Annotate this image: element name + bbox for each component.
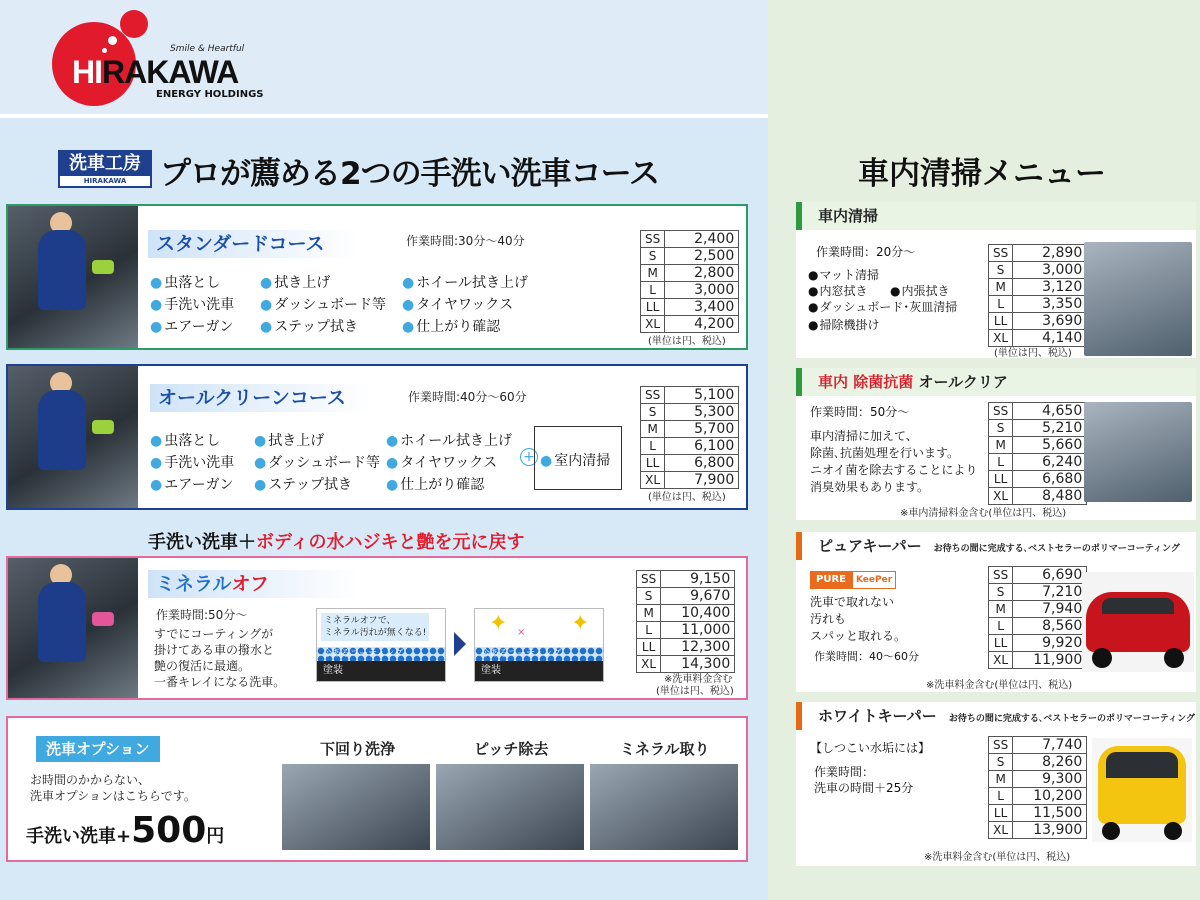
price-cell: 6,800: [665, 455, 739, 472]
mineral-tagline-b: ボディの水ハジキと艶を元に戻す: [256, 532, 525, 553]
mineral-desc: 艶の復活に最適。: [154, 659, 251, 673]
size-cell: XL: [989, 330, 1013, 347]
white-subtitle: お待ちの間に完成する､ベストセラーのポリマーコーティング: [948, 714, 1195, 724]
price-cell: 11,900: [1013, 652, 1087, 669]
price-cell: 5,210: [1013, 420, 1087, 437]
allclean-note: (単位は円、税込): [648, 492, 726, 503]
sparkle-icon: ✦: [571, 611, 590, 636]
standard-feature: ● ダッシュボード等: [260, 294, 386, 314]
options-desc: お時間のかからない、: [30, 773, 151, 787]
allclean-time: 作業時間:40分～60分: [408, 390, 527, 404]
pure-title-text: ピュアキーパー: [818, 537, 922, 555]
size-cell: S: [989, 754, 1013, 771]
price-cell: 6,680: [1013, 471, 1087, 488]
price-cell: 3,000: [1013, 262, 1087, 279]
price-cell: 3,400: [665, 299, 739, 316]
mineral-tagline: [148, 528, 525, 554]
antibac-panel: [796, 368, 1196, 520]
price-cell: 9,150: [661, 571, 735, 588]
price-row: [641, 265, 739, 282]
paint-label: 塗装: [317, 661, 445, 681]
price-cell: 3,000: [665, 282, 739, 299]
header-divider: [0, 114, 768, 118]
coating-after-diagram: [474, 608, 604, 682]
price-row: [641, 472, 739, 489]
logo-wordmark: [72, 54, 238, 90]
price-row: [637, 639, 735, 656]
antibac-price-table: [988, 402, 1087, 505]
price-cell: 2,890: [1013, 245, 1087, 262]
mineral-desc: 掛けてある車の撥水と: [154, 643, 275, 657]
antibac-desc: ニオイ菌を除去することにより: [810, 463, 978, 477]
price-cell: 4,650: [1013, 403, 1087, 420]
size-cell: S: [989, 262, 1013, 279]
allclean-feature: ● ダッシュボード等: [254, 452, 380, 472]
price-cell: 4,140: [1013, 330, 1087, 347]
price-cell: 6,100: [665, 438, 739, 455]
plus-icon: +: [520, 448, 538, 466]
standard-time: 作業時間:30分～40分: [406, 234, 525, 248]
price-cell: 5,660: [1013, 437, 1087, 454]
logo-subtitle: ENERGY HOLDINGS: [156, 89, 264, 100]
price-row: [989, 754, 1087, 771]
price-cell: 9,920: [1013, 635, 1087, 652]
size-cell: M: [989, 437, 1013, 454]
yellow-car-photo: [1092, 738, 1192, 842]
mineral-desc: 一番キレイになる洗車。: [154, 675, 286, 689]
antibac-time: 作業時間：50分～: [810, 405, 910, 419]
standard-photo: [8, 206, 138, 348]
price-cell: 9,670: [661, 588, 735, 605]
size-cell: S: [637, 588, 661, 605]
price-row: [637, 571, 735, 588]
right-heading: 車内清掃メニュー: [858, 156, 1106, 192]
pure-price-table: [988, 566, 1087, 669]
option-label-pitch: ピッチ除去: [474, 740, 549, 758]
size-cell: S: [641, 404, 665, 421]
standard-course-panel: [6, 204, 748, 350]
logo-bubble-icon: [120, 10, 148, 38]
size-cell: SS: [641, 231, 665, 248]
mineral-time: 作業時間:50分～: [156, 608, 248, 622]
size-cell: S: [641, 248, 665, 265]
pure-time: 作業時間：40～60分: [814, 650, 919, 663]
logo-word-rest: RAKAWA: [102, 54, 239, 90]
pure-keeper-panel: [796, 532, 1196, 692]
price-row: [989, 296, 1087, 313]
paint-label: 塗装: [475, 661, 603, 681]
price-row: [989, 567, 1087, 584]
pure-note: ※洗車料金含む(単位は円、税込): [926, 680, 1073, 691]
white-keeper-panel: [796, 702, 1196, 866]
size-cell: L: [989, 454, 1013, 471]
allclean-price-table: [640, 386, 739, 489]
size-cell: LL: [641, 455, 665, 472]
price-row: [641, 299, 739, 316]
size-cell: XL: [641, 472, 665, 489]
antibac-photo: [1084, 402, 1192, 502]
size-cell: SS: [637, 571, 661, 588]
price-cell: 3,120: [1013, 279, 1087, 296]
price-row: [989, 262, 1087, 279]
size-cell: L: [641, 438, 665, 455]
standard-title: スタンダードコース: [148, 230, 358, 258]
interior-photo: [1084, 242, 1192, 356]
price-cell: 12,300: [661, 639, 735, 656]
pitch-removal-photo: [436, 764, 584, 850]
workshop-badge-text: 洗車工房: [69, 153, 141, 174]
price-cell: 4,200: [665, 316, 739, 333]
size-cell: L: [989, 788, 1013, 805]
allclean-feature: ● ホイール拭き上げ: [386, 430, 512, 450]
price-row: [989, 245, 1087, 262]
mineral-title-a: ミネラル: [156, 573, 232, 595]
price-cell: 10,200: [1013, 788, 1087, 805]
price-cell: 9,300: [1013, 771, 1087, 788]
price-cell: 3,690: [1013, 313, 1087, 330]
interior-note: (単位は円、税込): [994, 348, 1072, 358]
pure-title: [796, 532, 1196, 560]
mineral-title: [148, 570, 358, 598]
price-cell: 11,500: [1013, 805, 1087, 822]
standard-note: (単位は円、税込): [648, 336, 726, 347]
allclean-feature: ● 仕上がり確認: [386, 474, 484, 494]
cross-icon: ×: [517, 627, 526, 638]
price-cell: 7,740: [1013, 737, 1087, 754]
price-row: [989, 584, 1087, 601]
mineral-title-b: オフ: [231, 573, 269, 595]
wash-options-panel: [6, 716, 748, 862]
allclean-course-panel: [6, 364, 748, 510]
interior-item: ● マット清掃: [808, 266, 879, 283]
price-row: [989, 822, 1087, 839]
pure-subtitle: お待ちの間に完成する､ベストセラーのポリマーコーティング: [933, 544, 1180, 554]
interior-item: ● 内窓拭き: [808, 282, 868, 299]
mineral-price-table: [636, 570, 735, 673]
price-row: [989, 805, 1087, 822]
size-cell: M: [641, 265, 665, 282]
coating-before-diagram: [316, 608, 446, 682]
size-cell: M: [989, 601, 1013, 618]
allclean-feature: ● 虫落とし: [150, 430, 220, 450]
allclean-feature: ● エアーガン: [150, 474, 234, 494]
size-cell: SS: [989, 245, 1013, 262]
price-row: [641, 438, 739, 455]
left-heading: プロが薦める2つの手洗い洗車コース: [160, 156, 660, 192]
allclean-photo: [8, 366, 138, 508]
mineral-tagline-a: 手洗い洗車＋: [148, 532, 256, 553]
pure-logo-a: PURE: [810, 571, 852, 589]
size-cell: SS: [989, 403, 1013, 420]
allclean-feature: ● タイヤワックス: [386, 452, 497, 472]
mineral-desc: すでにコーティングが: [154, 627, 274, 641]
white-note: ※洗車料金含む(単位は円、税込): [924, 852, 1071, 863]
price-cell: 6,240: [1013, 454, 1087, 471]
price-row: [989, 403, 1087, 420]
size-cell: LL: [989, 313, 1013, 330]
antibac-desc: 消臭効果もあります。: [810, 480, 930, 494]
price-row: [989, 652, 1087, 669]
options-price-prefix: 手洗い洗車+: [26, 826, 132, 847]
mineral-photo: [8, 558, 138, 698]
standard-feature: ● エアーガン: [150, 316, 234, 336]
mineral-removal-photo: [590, 764, 738, 850]
size-cell: XL: [641, 316, 665, 333]
white-title: [796, 702, 1196, 730]
size-cell: M: [641, 421, 665, 438]
logo-tagline: Smile & Heartful: [170, 44, 245, 54]
options-price: [26, 810, 224, 851]
price-cell: 3,350: [1013, 296, 1087, 313]
logo-word-hi: HI: [72, 54, 102, 90]
price-cell: 7,210: [1013, 584, 1087, 601]
standard-feature: ● ステップ拭き: [260, 316, 358, 336]
price-row: [989, 420, 1087, 437]
size-cell: LL: [989, 635, 1013, 652]
underbody-wash-photo: [282, 764, 430, 850]
size-cell: S: [989, 584, 1013, 601]
pure-keeper-logo: [810, 571, 906, 589]
size-cell: SS: [641, 387, 665, 404]
price-row: [637, 605, 735, 622]
pure-logo-b: KeePer: [852, 571, 896, 589]
size-cell: M: [989, 771, 1013, 788]
price-row: [641, 455, 739, 472]
size-cell: LL: [641, 299, 665, 316]
antibac-note: ※車内清掃料金含む(単位は円、税込): [900, 508, 1067, 519]
size-cell: S: [989, 420, 1013, 437]
price-cell: 7,900: [665, 472, 739, 489]
size-cell: XL: [989, 822, 1013, 839]
hirakawa-logo: [52, 10, 272, 106]
price-row: [989, 601, 1087, 618]
antibac-title-red: 車内 除菌抗菌: [818, 373, 914, 391]
price-row: [641, 421, 739, 438]
price-cell: 10,400: [661, 605, 735, 622]
size-cell: L: [989, 618, 1013, 635]
standard-feature: ● 仕上がり確認: [402, 316, 500, 336]
size-cell: LL: [989, 805, 1013, 822]
size-cell: LL: [989, 471, 1013, 488]
mineral-note: (単位は円、税込): [656, 686, 734, 697]
white-price-table: [988, 736, 1087, 839]
options-price-unit: 円: [206, 826, 225, 847]
interior-item: ● 掃除機掛け: [808, 316, 880, 333]
price-row: [641, 248, 739, 265]
logo-bubble-icon: [102, 48, 107, 53]
options-desc: 洗車オプションはこちらです。: [30, 789, 196, 803]
sparkle-icon: ✦: [489, 611, 508, 636]
size-cell: L: [641, 282, 665, 299]
price-row: [641, 316, 739, 333]
price-row: [637, 588, 735, 605]
coating-label: 今あるコーティング: [481, 649, 562, 659]
option-label-underbody: 下回り洗浄: [320, 740, 396, 758]
pure-desc: 汚れも: [810, 612, 847, 626]
size-cell: XL: [989, 488, 1013, 505]
allclean-extra: ● 室内清掃: [540, 450, 610, 470]
white-title-text: ホワイトキーパー: [818, 707, 937, 725]
antibac-desc: 除菌､抗菌処理を行います。: [810, 446, 960, 460]
interior-price-table: [988, 244, 1087, 347]
price-cell: 8,560: [1013, 618, 1087, 635]
price-row: [641, 231, 739, 248]
size-cell: LL: [637, 639, 661, 656]
antibac-desc: 車内清掃に加えて、: [810, 429, 918, 443]
price-cell: 5,300: [665, 404, 739, 421]
allclean-feature: ● ステップ拭き: [254, 474, 352, 494]
price-row: [989, 771, 1087, 788]
price-cell: 8,260: [1013, 754, 1087, 771]
pure-desc: スパッと取れる。: [810, 629, 907, 643]
price-cell: 11,000: [661, 622, 735, 639]
white-tagline: 【しつこい水垢には】: [810, 741, 931, 755]
price-row: [641, 282, 739, 299]
size-cell: L: [989, 296, 1013, 313]
pure-desc: 洗車で取れない: [810, 595, 895, 609]
interior-time: 作業時間：20分～: [816, 245, 916, 259]
price-cell: 14,300: [661, 656, 735, 673]
price-row: [989, 437, 1087, 454]
interior-title: 車内清掃: [796, 202, 1196, 230]
price-row: [989, 635, 1087, 652]
price-cell: 8,480: [1013, 488, 1087, 505]
diagram-caption: ミネラルオフで、 ミネラル汚れが無くなる!: [321, 613, 429, 641]
logo-bubble-icon: [108, 36, 117, 45]
options-price-num: 500: [131, 810, 207, 851]
white-time-label: 作業時間：: [814, 765, 875, 779]
antibac-title-rest: オールクリア: [918, 373, 1008, 391]
mineral-note: ※洗車料金含む: [664, 674, 733, 685]
size-cell: XL: [989, 652, 1013, 669]
interior-item: ● ダッシュボード･灰皿清掃: [808, 298, 957, 315]
size-cell: SS: [989, 567, 1013, 584]
price-row: [641, 404, 739, 421]
price-row: [641, 387, 739, 404]
price-cell: 6,690: [1013, 567, 1087, 584]
arrow-right-icon: [454, 632, 466, 656]
price-row: [989, 471, 1087, 488]
standard-feature: ● タイヤワックス: [402, 294, 513, 314]
standard-feature: ● ホイール拭き上げ: [402, 272, 528, 292]
price-cell: 2,800: [665, 265, 739, 282]
price-row: [989, 618, 1087, 635]
standard-feature: ● 虫落とし: [150, 272, 220, 292]
price-row: [989, 737, 1087, 754]
price-cell: 2,400: [665, 231, 739, 248]
coating-label: 今あるコーティング: [323, 649, 404, 659]
white-time-value: 洗車の時間＋25分: [814, 781, 914, 795]
price-row: [989, 454, 1087, 471]
size-cell: M: [637, 605, 661, 622]
option-label-mineral: ミネラル取り: [620, 740, 710, 758]
price-cell: 13,900: [1013, 822, 1087, 839]
size-cell: M: [989, 279, 1013, 296]
price-cell: 7,940: [1013, 601, 1087, 618]
price-cell: 5,700: [665, 421, 739, 438]
antibac-title: [796, 368, 1196, 396]
workshop-badge: [58, 150, 152, 188]
workshop-badge-sub: HIRAKAWA: [60, 176, 150, 186]
standard-feature: ● 手洗い洗車: [150, 294, 234, 314]
price-row: [989, 788, 1087, 805]
allclean-feature: ● 拭き上げ: [254, 430, 324, 450]
size-cell: L: [637, 622, 661, 639]
price-cell: 2,500: [665, 248, 739, 265]
allclean-title: オールクリーンコース: [150, 384, 370, 412]
price-row: [989, 279, 1087, 296]
standard-feature: ● 拭き上げ: [260, 272, 330, 292]
price-row: [989, 488, 1087, 505]
size-cell: SS: [989, 737, 1013, 754]
interior-cleaning-panel: [796, 202, 1196, 358]
interior-item: ● 内張拭き: [890, 282, 950, 299]
red-car-photo: [1082, 572, 1194, 672]
options-title: 洗車オプション: [36, 736, 160, 762]
mineral-off-panel: [6, 556, 748, 700]
price-row: [637, 622, 735, 639]
price-cell: 5,100: [665, 387, 739, 404]
price-row: [989, 313, 1087, 330]
size-cell: XL: [637, 656, 661, 673]
standard-price-table: [640, 230, 739, 333]
allclean-feature: ● 手洗い洗車: [150, 452, 234, 472]
